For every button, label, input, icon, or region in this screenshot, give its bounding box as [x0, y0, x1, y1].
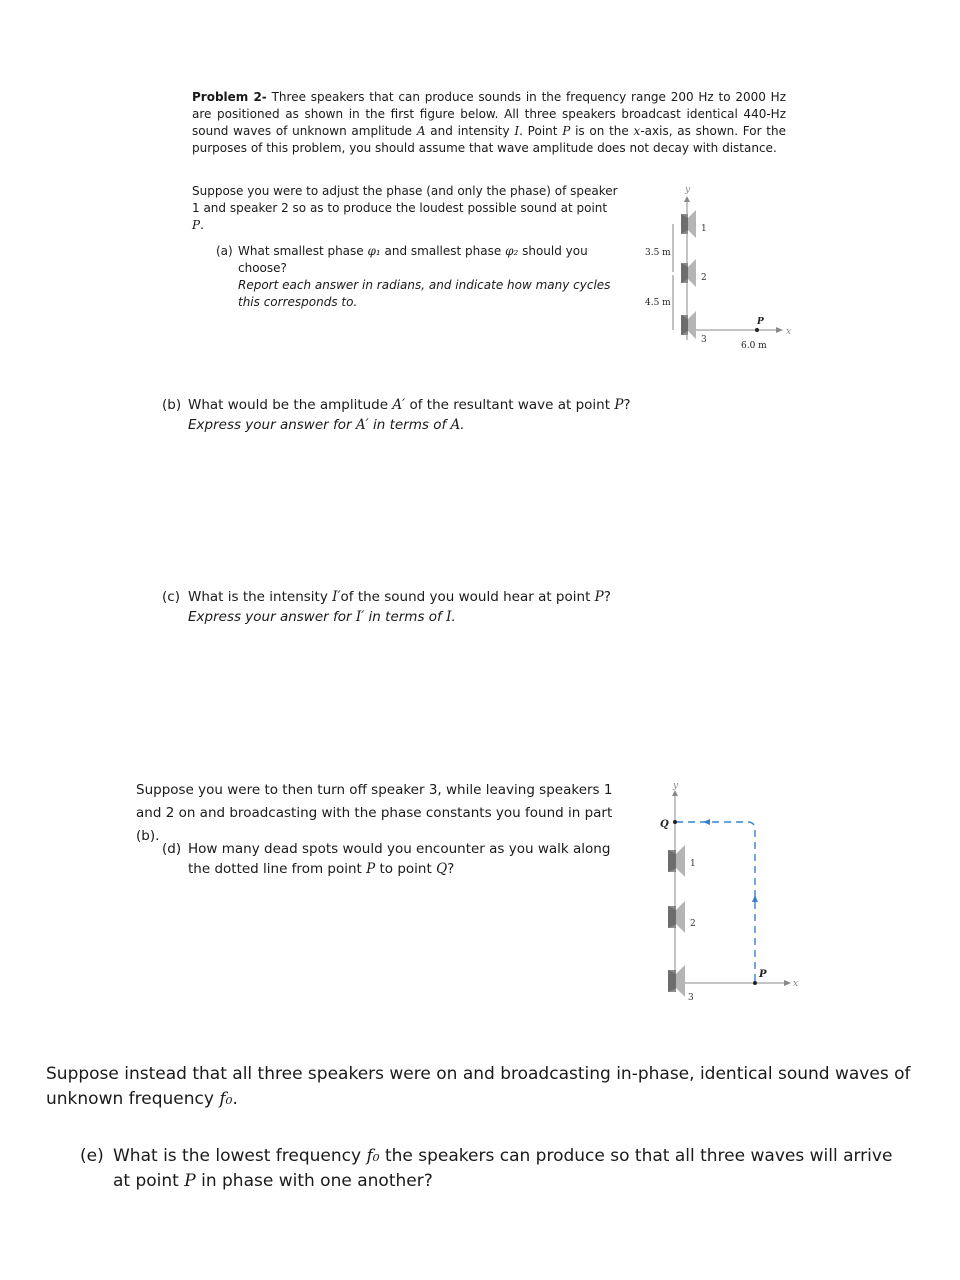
x-axis-arrow-icon — [776, 327, 783, 333]
distance-label-12: 3.5 m — [645, 248, 671, 258]
point-p-label: P — [757, 317, 764, 327]
question-c-instructions: Express your answer for I′ in terms of I. — [188, 609, 456, 625]
speaker-2-icon — [668, 901, 685, 933]
x-axis-label: x — [793, 979, 799, 989]
question-e-label: (e) — [80, 1146, 104, 1166]
question-d-text: How many dead spots would you encounter as you walk along the dotted line from point P to point Q? — [188, 841, 611, 877]
path-arrow-up-icon — [752, 895, 758, 902]
setup-paragraph-2: Suppose you were to then turn off speaker 3, while leaving speakers 1 and 2 on and broadcasting with the phase constants you found in part (b). — [136, 782, 613, 844]
question-b-instructions: Express your answer for A′ in terms of A. — [188, 417, 465, 433]
speaker-1-icon — [681, 210, 696, 238]
question-d-label: (d) — [162, 841, 182, 857]
x-axis-arrow-icon — [784, 980, 791, 986]
speaker-1-icon — [668, 845, 685, 877]
y-axis-label: y — [673, 781, 679, 791]
path-arrow-left-icon — [703, 819, 710, 825]
speaker-3-icon — [681, 311, 696, 339]
point-p-marker — [753, 981, 757, 985]
speaker-1-label: 1 — [690, 859, 696, 869]
question-b-label: (b) — [162, 397, 182, 413]
point-p-label: P — [759, 969, 767, 980]
distance-label-x: 6.0 m — [741, 341, 767, 351]
speaker-2-icon — [681, 259, 696, 287]
question-e-text: What is the lowest frequency f₀ the speakers can produce so that all three waves will arrive at point P in phase with one another? — [113, 1146, 893, 1191]
question-b-text: What would be the amplitude A′ of the resultant wave at point P? — [188, 397, 631, 413]
point-p-marker — [755, 328, 759, 332]
speaker-2-label: 2 — [690, 919, 696, 929]
question-a — [216, 243, 626, 311]
speaker-3-icon — [668, 965, 685, 997]
y-axis-arrow-icon — [684, 196, 690, 202]
problem-intro: Problem 2- Three speakers that can produce sounds in the frequency range 200 Hz to 2000 Hz are positioned as shown in the first figure below. All three speakers broadcast identical 440-Hz sound waves of unknown amplitude A and intensity I. Point P is on the x-axis, as shown. For the purposes of this problem, you should assume that wave amplitude does not decay with distance. — [192, 90, 787, 155]
point-q-marker — [673, 820, 677, 824]
x-axis-label: x — [786, 327, 792, 337]
speaker-3-label: 3 — [688, 993, 694, 1003]
figure-dead-spot-path — [640, 778, 810, 1018]
distance-label-23: 4.5 m — [645, 298, 671, 308]
question-a-text: What smallest phase φ₁ and smallest phase φ₂ should you choose? — [238, 244, 588, 275]
setup-paragraph-3: Suppose instead that all three speakers were on and broadcasting in-phase, identical sound waves of unknown frequency f₀. — [46, 1064, 911, 1109]
y-axis-label: y — [685, 185, 691, 195]
speaker-1-label: 1 — [701, 224, 707, 234]
question-c-label: (c) — [162, 589, 180, 605]
question-a-label: (a) — [216, 244, 233, 258]
speaker-2-label: 2 — [701, 273, 707, 283]
setup-paragraph-1: Suppose you were to adjust the phase (and only the phase) of speaker 1 and speaker 2 so as to produce the loudest possible sound at point P. — [192, 184, 618, 232]
question-c-text: What is the intensity I′of the sound you would hear at point P? — [188, 589, 611, 605]
figure-speaker-layout — [640, 180, 800, 360]
dotted-path — [675, 822, 755, 981]
question-a-instructions: Report each answer in radians, and indicate how many cycles this corresponds to. — [238, 278, 611, 309]
speaker-3-label: 3 — [701, 335, 707, 345]
question-c — [162, 587, 642, 627]
question-b — [162, 395, 642, 435]
point-q-label: Q — [660, 819, 669, 830]
question-d — [162, 839, 632, 879]
question-e — [80, 1144, 910, 1194]
problem-label: Problem 2- — [192, 90, 267, 104]
